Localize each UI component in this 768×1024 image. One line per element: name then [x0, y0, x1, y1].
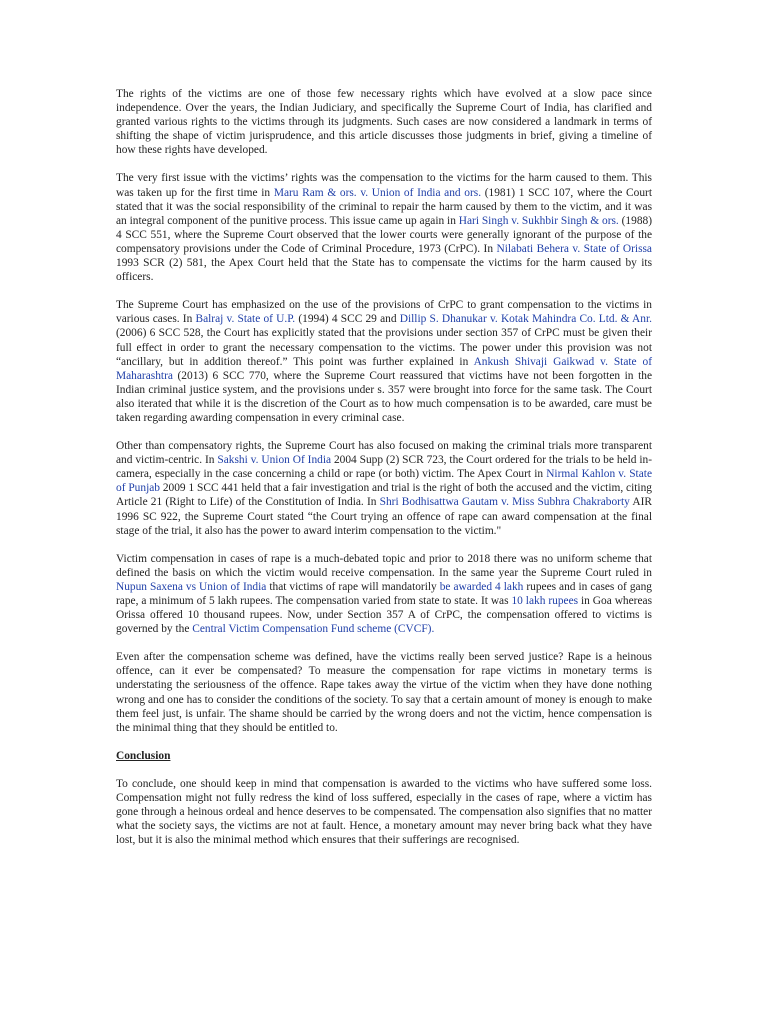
case-citation-link[interactable]: be awarded 4 lakh [439, 580, 524, 593]
case-citation-link[interactable]: Ankush Shivaji Gaikwad v. State of Maharashtra [116, 355, 652, 382]
paragraph-text: Even after the compensation scheme was defined, have the victims really been served justice? Rape is a heinous offence, can it ever be compensated? To measure the compensation for rape victims in monetary terms is understating the seriousness of the offence. Rape takes away the virtue of the victim when they have done nothing wrong and one has to consider the conditions of the society. To say that a certain amount of money is enough to make them feel just, is unfair. The shame should be carried by the wrong doers and not the victim, hence compensation is the minimal thing that they should be entitled to. [116, 651, 652, 734]
paragraph-text: (1988) 4 SCC 551, where the Supreme Court observed that the lower courts were generally ignorant of the purpose of the compensatory provisions under the Code of Criminal Procedure, 1973 (CrPC). In [116, 214, 653, 255]
case-citation-link[interactable]: Nirmal Kahlon v. State of Punjab [116, 468, 653, 495]
case-citation-link[interactable]: Maru Ram & ors. v. Union of India and ors. [273, 186, 482, 199]
paragraph-victim-centric-trials [116, 439, 652, 538]
case-citation-link[interactable]: Shri Bodhisattwa Gautam v. Miss Subhra Chakraborty [379, 496, 630, 509]
case-citation-link[interactable]: 10 lakh rupees [511, 595, 579, 607]
paragraph-conclusion [116, 777, 652, 847]
paragraph-text: AIR 1996 SC 922, the Supreme Court stated “the Court trying an offence of rape can award compensation at the final stage of the trial, it also has the power to award interim compensation to the victim." [116, 496, 652, 537]
case-citation-link[interactable]: Balraj v. State of U.P. [195, 313, 296, 326]
paragraph-intro [116, 87, 652, 157]
paragraph-text: 2004 Supp (2) SCR 723, the Court ordered for the trials to be held in-camera, especially in the case concerning a child or rape (or both) victim. The Apex Court in [116, 454, 652, 481]
case-citation-link[interactable]: Sakshi v. Union Of India [217, 454, 332, 467]
paragraph-text: (1994) 4 SCC 29 and [295, 313, 400, 326]
paragraph-text: To conclude, one should keep in mind that compensation is awarded to the victims who have suffered some loss. Compensation might not fully redress the kind of loss suffered, especially in the cases of rape, where a victim has gone through a heinous ordeal and hence deserves to be compensated. The compensation also signifies that no matter what the society says, the victims are not at fault. Hence, a monetary amount may never bring back what they have lost, but it is also the minimal method which ensures that their sufferings are recognised. [116, 777, 652, 847]
paragraph-text: that victims of rape will mandatorily [266, 580, 440, 593]
paragraph-compensation-history [116, 171, 652, 284]
paragraph-rape-compensation [116, 552, 652, 637]
paragraph-text: The rights of the victims are one of those few necessary rights which have evolved at a slow pace since independence. Over the years, the Indian Judiciary, and specifically the Supreme Court of India, has clarified and granted various rights to the victims through its judgments. Such cases are now considered a landmark in terms of shifting the shape of victim jurisprudence, and this article discusses those judgments in brief, giving a timeline of how these rights have developed. [116, 88, 652, 157]
paragraph-text: 1993 SCR (2) 581, the Apex Court held that the State has to compensate the victims for the harm caused by its officers. [116, 257, 652, 284]
case-citation-link[interactable]: Dillip S. Dhanukar v. Kotak Mahindra Co. Ltd. & Anr. [399, 313, 652, 326]
paragraph-text: The Supreme Court has emphasized on the use of the provisions of CrPC to grant compensation to the victims in various cases. In [116, 299, 652, 326]
paragraph-crpc-provisions [116, 298, 652, 425]
paragraph-text: 2009 1 SCC 441 held that a fair investigation and trial is the right of both the accused and the victim, citing Article 21 (Right to Life) of the Constitution of India. In [116, 482, 652, 509]
conclusion-heading: Conclusion [116, 749, 171, 762]
paragraph-text: (2006) 6 SCC 528, the Court has explicitly stated that the provisions under section 357 of CrPC must be given their full effect in order to grant the necessary compensation to the victims. The power under this provision was not “ancillary, but in addition thereof.” This point was further explained in [116, 327, 652, 368]
case-citation-link[interactable]: Central Victim Compensation Fund scheme (CVCF). [192, 623, 435, 636]
paragraph-text: rupees and in cases of gang rape, a minimum of 5 lakh rupees. The compensation varied from state to state. It was [116, 580, 652, 607]
paragraph-text: Victim compensation in cases of rape is a much-debated topic and prior to 2018 there was no uniform scheme that defined the basis on which the victim would receive compensation. In the same year the Supreme Court ruled in [116, 552, 652, 579]
paragraph-justice-question [116, 650, 652, 735]
paragraph-text: (1981) 1 SCC 107, where the Court stated that it was the social responsibility of the criminal to repair the harm caused by them to the victim, and it was an integral component of the punitive process. This issue came up again in [116, 186, 652, 227]
paragraph-text: (2013) 6 SCC 770, where the Supreme Court reassured that victims have not been forgotten in the Indian criminal justice system, and the provisions under s. 357 were brought into force for the same task. The Court also iterated that while it is the discretion of the Court as to how much compensation is to be awarded, care must be taken regarding awarding compensation in every criminal case. [116, 369, 652, 424]
case-citation-link[interactable]: Nilabati Behera v. State of Orissa [496, 242, 652, 255]
document-page [116, 87, 652, 861]
paragraph-text: Other than compensatory rights, the Supreme Court has also focused on making the criminal trials more transparent and victim-centric. In [116, 440, 652, 467]
paragraph-text: in Goa whereas Orissa offered 10 thousand rupees. Now, under Section 357 A of CrPC, the compensation offered to victims is governed by the [116, 595, 653, 636]
case-citation-link[interactable]: Nupun Saxena vs Union of India [116, 580, 267, 593]
case-citation-link[interactable]: Hari Singh v. Sukhbir Singh & ors. [458, 214, 619, 227]
paragraph-text: The very first issue with the victims’ rights was the compensation to the victims for the harm caused to them. This was taken up for the first time in [116, 172, 652, 199]
